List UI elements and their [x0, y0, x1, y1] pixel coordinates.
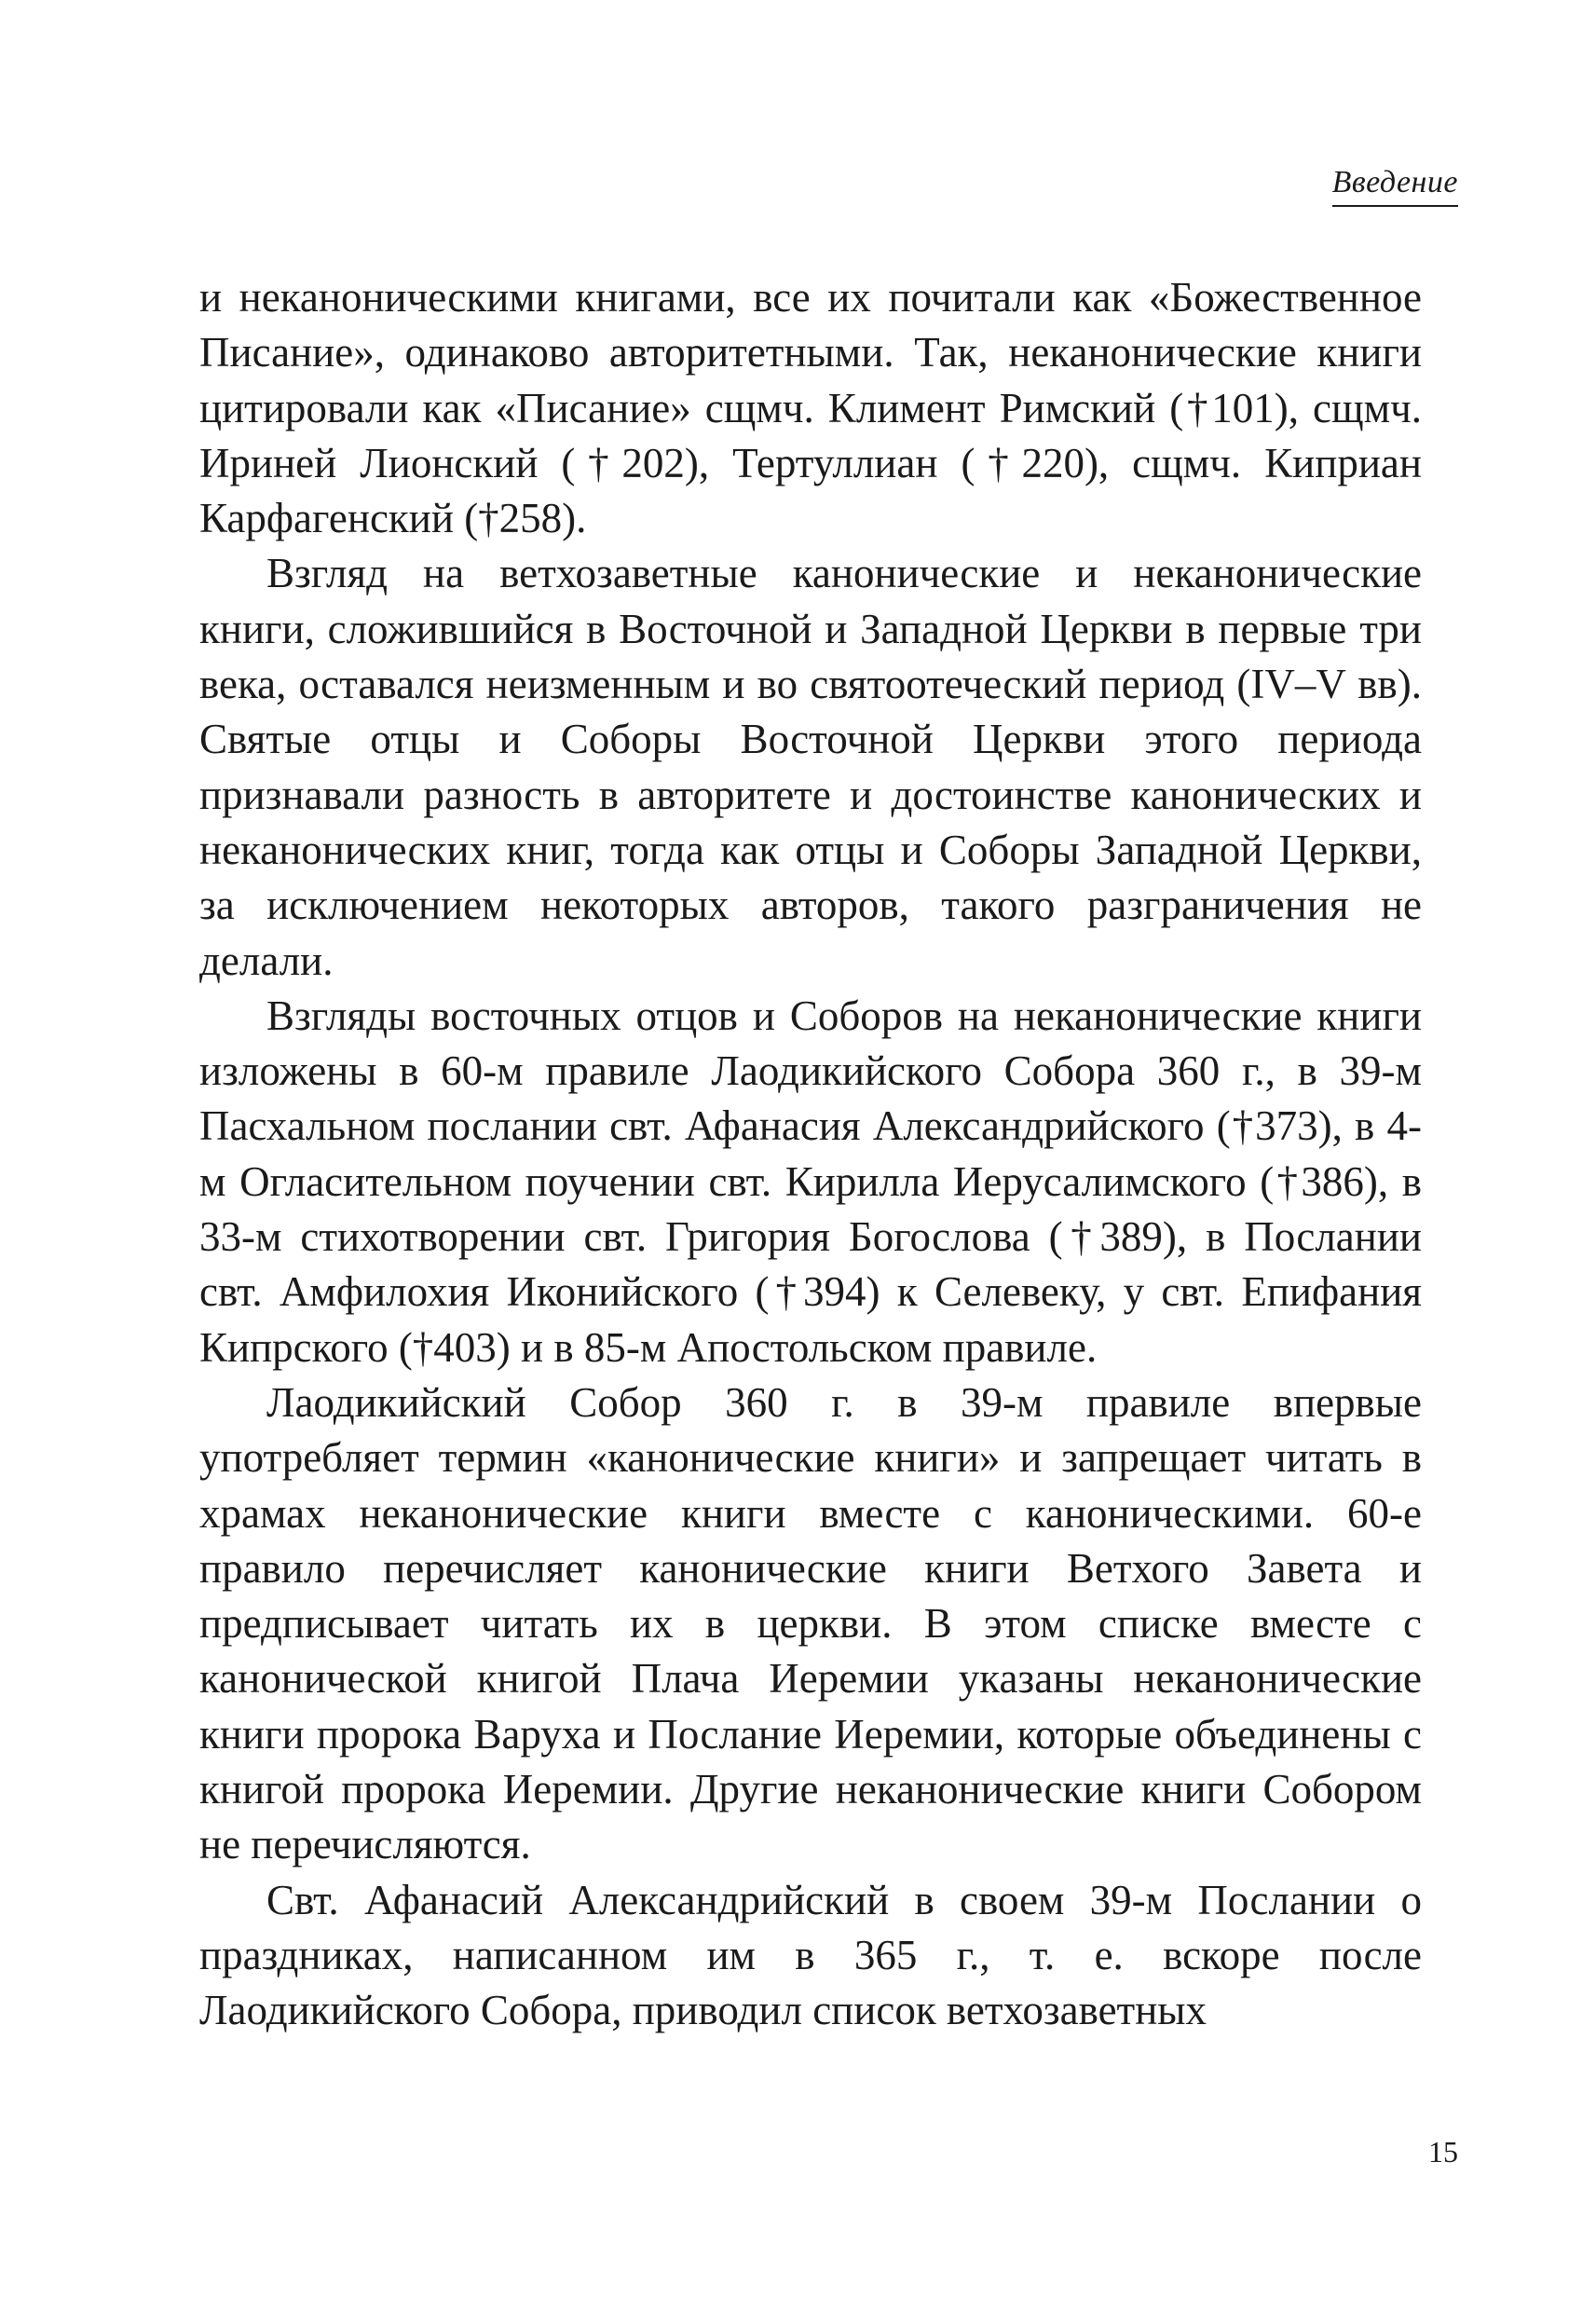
paragraph: Взгляд на ветхозаветные канонические и неканонические книги, сложившийся в Восточной и Западной Церкви в первые три века, оставался неизменным и во святоотеческий период (IV–V вв). Святые отцы и Соборы Восточной Церкви этого периода признавали разность в авторитете и достоинстве канонических и неканонических книг, тогда как отцы и Соборы Западной Церкви, за исключением некоторых авторов, такого разграничения не делали.: [199, 550, 1422, 984]
paragraph: Взгляды восточных отцов и Соборов на неканонические книги изложены в 60-м правиле Лаодикийского Собора 360 г., в 39-м Пасхальном послании свт. Афанасия Александрийского (†373), в 4-м Огласительном поучении свт. Кирилла Иерусалимского (†386), в 33-м стихотворении свт. Григория Богослова (†389), в Послании свт. Амфилохия Иконийского (†394) к Селевеку, у свт. Епифания Кипрского (†403) и в 85-м Апостольском правиле.: [199, 992, 1422, 1371]
paragraph: Лаодикийский Собор 360 г. в 39-м правиле впервые употребляет термин «канонические книги» и запрещает читать в храмах неканонические книги вместе с каноническими. 60-е правило перечисляет канонические книги Ветхого Завета и предписывает читать их в церкви. В этом списке вместе с канонической книгой Плача Иеремии указаны неканонические книги пророка Варуха и Послание Иеремии, которые объединены с книгой пророка Иеремии. Другие неканонические книги Собором не перечисляются.: [199, 1378, 1422, 1868]
page-number: 15: [1428, 2135, 1458, 2168]
running-head-title: Введение: [1332, 164, 1458, 207]
paragraph: Свт. Афанасий Александрийский в своем 39-м Послании о праздниках, написанном им в 365 г., т. е. вскоре после Лаодикийского Собора, приводил список ветхозаветных: [199, 1876, 1422, 2034]
paragraph-continued: и неканоническими книгами, все их почитали как «Божественное Писание», одинаково авторитетными. Так, неканонические книги цитировали как «Писание» сщмч. Климент Римский (†101), сщмч. Ириней Лионский (†202), Тертуллиан (†220), сщмч. Киприан Карфагенский (†258).: [199, 274, 1422, 542]
body-text: [199, 270, 1422, 2039]
